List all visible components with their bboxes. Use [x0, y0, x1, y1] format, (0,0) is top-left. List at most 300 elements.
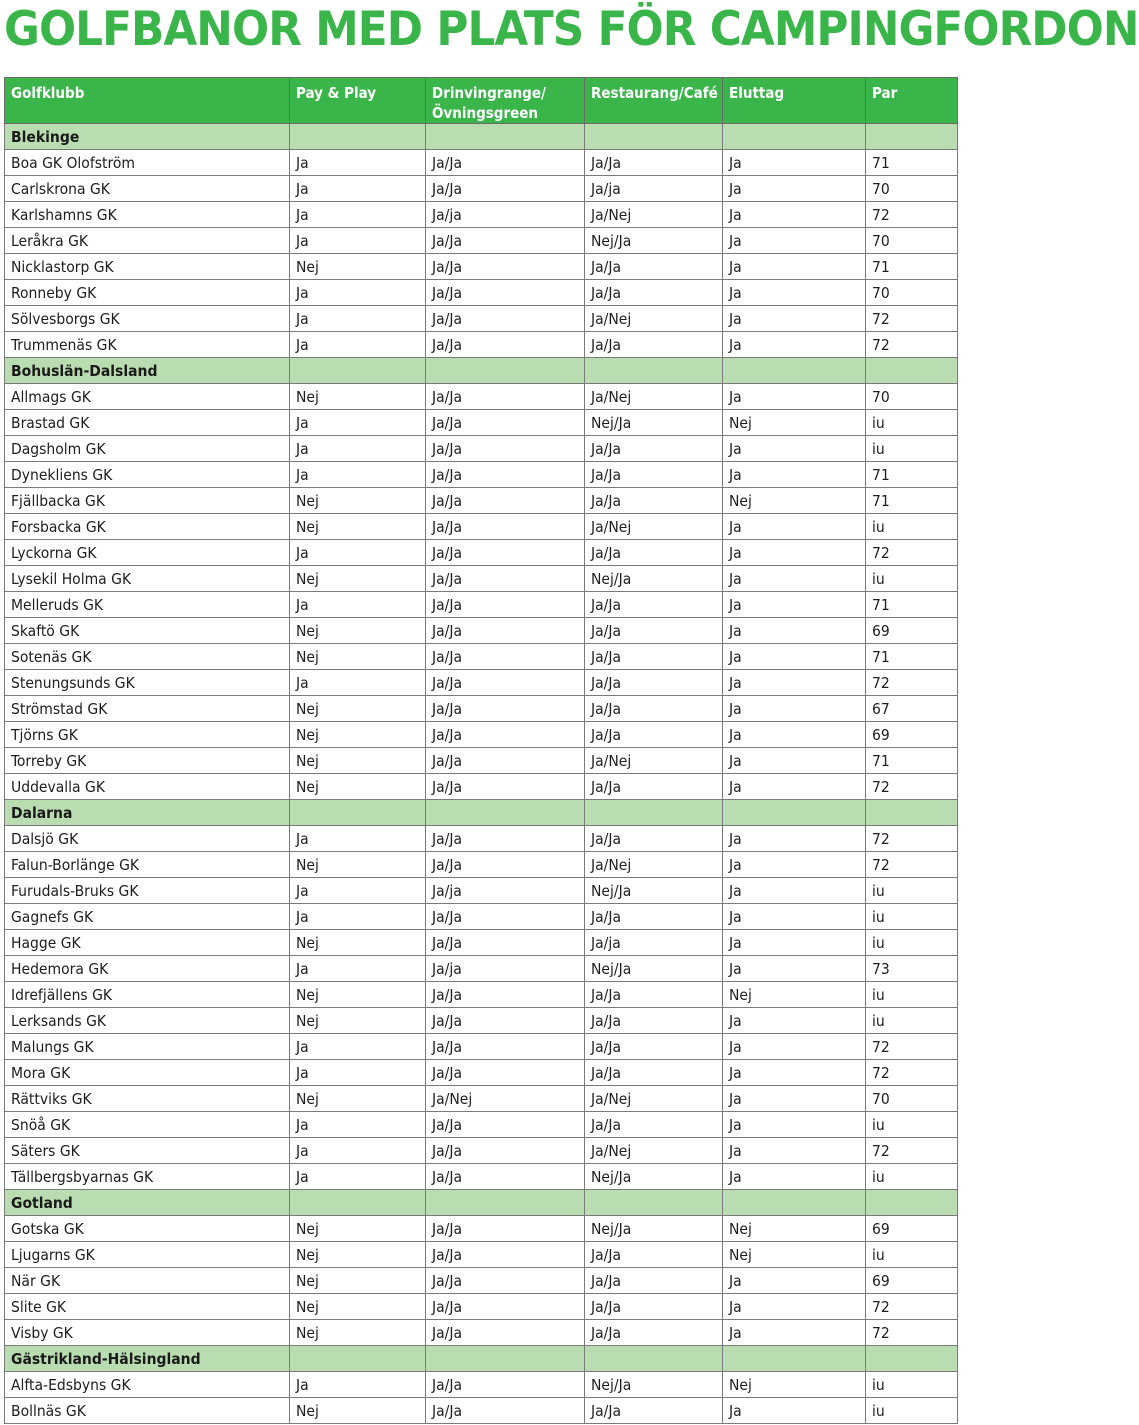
region-empty-cell — [723, 1346, 866, 1372]
cell-golfklubb: Dynekliens GK — [5, 462, 290, 488]
table-row — [5, 618, 958, 644]
cell-golfklubb: Snöå GK — [5, 1112, 290, 1138]
cell-pay-and-play: Ja — [290, 1060, 426, 1086]
cell-pay-and-play: Ja — [290, 436, 426, 462]
cell-golfklubb: Leråkra GK — [5, 228, 290, 254]
table-row — [5, 1138, 958, 1164]
cell-par: 72 — [866, 826, 958, 852]
cell-restaurang: Ja/Nej — [585, 202, 723, 228]
cell-driving-range: Ja/Ja — [426, 722, 585, 748]
cell-golfklubb: Furudals-Bruks GK — [5, 878, 290, 904]
cell-golfklubb: Lyckorna GK — [5, 540, 290, 566]
cell-golfklubb: Hagge GK — [5, 930, 290, 956]
region-row — [5, 800, 958, 826]
cell-eluttag: Ja — [723, 930, 866, 956]
table-row — [5, 592, 958, 618]
cell-par: 69 — [866, 1216, 958, 1242]
cell-par: iu — [866, 514, 958, 540]
region-empty-cell — [585, 1190, 723, 1216]
cell-pay-and-play: Nej — [290, 852, 426, 878]
region-empty-cell — [866, 124, 958, 150]
table-row — [5, 826, 958, 852]
region-empty-cell — [866, 358, 958, 384]
header-pay-and-play: Pay & Play — [290, 78, 426, 124]
cell-golfklubb: Dagsholm GK — [5, 436, 290, 462]
cell-par: 72 — [866, 774, 958, 800]
cell-par: iu — [866, 930, 958, 956]
cell-driving-range: Ja/Ja — [426, 1008, 585, 1034]
cell-driving-range: Ja/Ja — [426, 1060, 585, 1086]
cell-golfklubb: Skaftö GK — [5, 618, 290, 644]
cell-par: 72 — [866, 1034, 958, 1060]
cell-pay-and-play: Nej — [290, 930, 426, 956]
cell-restaurang: Ja/Ja — [585, 1268, 723, 1294]
cell-driving-range: Ja/Ja — [426, 826, 585, 852]
cell-pay-and-play: Ja — [290, 410, 426, 436]
cell-restaurang: Ja/Nej — [585, 384, 723, 410]
cell-eluttag: Ja — [723, 1086, 866, 1112]
region-empty-cell — [866, 1346, 958, 1372]
cell-pay-and-play: Ja — [290, 202, 426, 228]
cell-par: 72 — [866, 202, 958, 228]
table-row — [5, 254, 958, 280]
cell-par: 70 — [866, 1086, 958, 1112]
cell-golfklubb: Brastad GK — [5, 410, 290, 436]
table-row — [5, 1216, 958, 1242]
cell-pay-and-play: Nej — [290, 488, 426, 514]
cell-driving-range: Ja/Ja — [426, 410, 585, 436]
cell-golfklubb: Uddevalla GK — [5, 774, 290, 800]
cell-eluttag: Ja — [723, 540, 866, 566]
cell-eluttag: Ja — [723, 1268, 866, 1294]
cell-pay-and-play: Ja — [290, 1372, 426, 1398]
table-row — [5, 150, 958, 176]
cell-par: iu — [866, 436, 958, 462]
cell-eluttag: Nej — [723, 1242, 866, 1268]
cell-driving-range: Ja/Ja — [426, 618, 585, 644]
cell-eluttag: Ja — [723, 150, 866, 176]
table-row — [5, 436, 958, 462]
cell-driving-range: Ja/Ja — [426, 696, 585, 722]
cell-eluttag: Ja — [723, 1138, 866, 1164]
cell-eluttag: Ja — [723, 436, 866, 462]
cell-golfklubb: Mora GK — [5, 1060, 290, 1086]
cell-pay-and-play: Ja — [290, 306, 426, 332]
region-empty-cell — [290, 358, 426, 384]
cell-golfklubb: Fjällbacka GK — [5, 488, 290, 514]
region-empty-cell — [723, 800, 866, 826]
cell-eluttag: Ja — [723, 254, 866, 280]
table-row — [5, 852, 958, 878]
cell-pay-and-play: Ja — [290, 332, 426, 358]
cell-golfklubb: När GK — [5, 1268, 290, 1294]
cell-eluttag: Ja — [723, 852, 866, 878]
cell-restaurang: Ja/Ja — [585, 722, 723, 748]
region-empty-cell — [585, 124, 723, 150]
cell-pay-and-play: Ja — [290, 462, 426, 488]
cell-pay-and-play: Nej — [290, 1398, 426, 1424]
cell-eluttag: Ja — [723, 1398, 866, 1424]
cell-golfklubb: Ronneby GK — [5, 280, 290, 306]
table-row — [5, 488, 958, 514]
cell-pay-and-play: Nej — [290, 748, 426, 774]
cell-par: 71 — [866, 488, 958, 514]
cell-driving-range: Ja/Ja — [426, 670, 585, 696]
cell-eluttag: Nej — [723, 1216, 866, 1242]
cell-golfklubb: Stenungsunds GK — [5, 670, 290, 696]
page-title: GOLFBANOR MED PLATS FÖR CAMPINGFORDON — [4, 2, 1139, 57]
cell-eluttag: Ja — [723, 566, 866, 592]
region-row — [5, 358, 958, 384]
cell-driving-range: Ja/Ja — [426, 306, 585, 332]
cell-driving-range: Ja/Ja — [426, 930, 585, 956]
cell-eluttag: Nej — [723, 1372, 866, 1398]
cell-pay-and-play: Ja — [290, 1034, 426, 1060]
table-row — [5, 1268, 958, 1294]
region-name: Gotland — [5, 1190, 290, 1216]
cell-par: 71 — [866, 592, 958, 618]
cell-eluttag: Ja — [723, 722, 866, 748]
cell-pay-and-play: Nej — [290, 1268, 426, 1294]
region-row — [5, 124, 958, 150]
cell-pay-and-play: Ja — [290, 1138, 426, 1164]
region-name: Blekinge — [5, 124, 290, 150]
cell-restaurang: Ja/Ja — [585, 904, 723, 930]
table-row — [5, 774, 958, 800]
cell-eluttag: Ja — [723, 462, 866, 488]
cell-driving-range: Ja/Ja — [426, 332, 585, 358]
cell-eluttag: Ja — [723, 514, 866, 540]
cell-eluttag: Ja — [723, 1112, 866, 1138]
cell-golfklubb: Forsbacka GK — [5, 514, 290, 540]
cell-restaurang: Ja/Ja — [585, 1320, 723, 1346]
cell-golfklubb: Gagnefs GK — [5, 904, 290, 930]
cell-eluttag: Ja — [723, 904, 866, 930]
cell-restaurang: Nej/Ja — [585, 878, 723, 904]
cell-par: 71 — [866, 150, 958, 176]
header-par: Par — [866, 78, 958, 124]
cell-eluttag: Ja — [723, 826, 866, 852]
region-empty-cell — [585, 1346, 723, 1372]
cell-restaurang: Ja/Ja — [585, 696, 723, 722]
cell-pay-and-play: Ja — [290, 1164, 426, 1190]
region-empty-cell — [866, 1190, 958, 1216]
cell-par: iu — [866, 1008, 958, 1034]
table-row — [5, 306, 958, 332]
cell-golfklubb: Bollnäs GK — [5, 1398, 290, 1424]
cell-par: 73 — [866, 956, 958, 982]
table-row — [5, 644, 958, 670]
cell-pay-and-play: Nej — [290, 1294, 426, 1320]
cell-driving-range: Ja/Ja — [426, 1216, 585, 1242]
cell-par: 72 — [866, 1060, 958, 1086]
table-row — [5, 670, 958, 696]
cell-golfklubb: Lysekil Holma GK — [5, 566, 290, 592]
cell-eluttag: Ja — [723, 1034, 866, 1060]
cell-par: 70 — [866, 228, 958, 254]
cell-restaurang: Ja/Ja — [585, 982, 723, 1008]
cell-golfklubb: Nicklastorp GK — [5, 254, 290, 280]
cell-par: 72 — [866, 852, 958, 878]
table-row — [5, 878, 958, 904]
cell-driving-range: Ja/Ja — [426, 748, 585, 774]
region-empty-cell — [290, 124, 426, 150]
cell-par: 72 — [866, 1294, 958, 1320]
table-row — [5, 280, 958, 306]
cell-par: iu — [866, 1164, 958, 1190]
cell-golfklubb: Carlskrona GK — [5, 176, 290, 202]
cell-golfklubb: Tällbergsbyarnas GK — [5, 1164, 290, 1190]
cell-eluttag: Ja — [723, 228, 866, 254]
cell-par: iu — [866, 1242, 958, 1268]
cell-restaurang: Ja/Ja — [585, 332, 723, 358]
table-row — [5, 384, 958, 410]
cell-par: 69 — [866, 1268, 958, 1294]
cell-driving-range: Ja/Ja — [426, 254, 585, 280]
cell-driving-range: Ja/Ja — [426, 228, 585, 254]
region-name: Dalarna — [5, 800, 290, 826]
table-row — [5, 1112, 958, 1138]
cell-driving-range: Ja/ja — [426, 202, 585, 228]
cell-eluttag: Nej — [723, 488, 866, 514]
cell-driving-range: Ja/Ja — [426, 150, 585, 176]
header-eluttag: Eluttag — [723, 78, 866, 124]
cell-driving-range: Ja/Ja — [426, 1138, 585, 1164]
cell-golfklubb: Sotenäs GK — [5, 644, 290, 670]
cell-par: 71 — [866, 748, 958, 774]
cell-golfklubb: Trummenäs GK — [5, 332, 290, 358]
cell-par: 70 — [866, 280, 958, 306]
table-row — [5, 514, 958, 540]
cell-restaurang: Ja/Ja — [585, 618, 723, 644]
cell-golfklubb: Falun-Borlänge GK — [5, 852, 290, 878]
cell-golfklubb: Lerksands GK — [5, 1008, 290, 1034]
cell-restaurang: Ja/Ja — [585, 280, 723, 306]
table-row — [5, 930, 958, 956]
table-row — [5, 956, 958, 982]
table-row — [5, 228, 958, 254]
cell-restaurang: Ja/ja — [585, 930, 723, 956]
cell-driving-range: Ja/Ja — [426, 462, 585, 488]
cell-par: 67 — [866, 696, 958, 722]
cell-golfklubb: Karlshamns GK — [5, 202, 290, 228]
cell-par: 72 — [866, 1320, 958, 1346]
table-row — [5, 696, 958, 722]
region-empty-cell — [426, 1190, 585, 1216]
table-row — [5, 1398, 958, 1424]
cell-par: 69 — [866, 618, 958, 644]
cell-golfklubb: Torreby GK — [5, 748, 290, 774]
cell-par: iu — [866, 566, 958, 592]
cell-restaurang: Ja/ja — [585, 176, 723, 202]
cell-pay-and-play: Ja — [290, 878, 426, 904]
cell-eluttag: Ja — [723, 1060, 866, 1086]
cell-golfklubb: Tjörns GK — [5, 722, 290, 748]
cell-driving-range: Ja/Ja — [426, 1398, 585, 1424]
cell-driving-range: Ja/Ja — [426, 774, 585, 800]
cell-restaurang: Ja/Nej — [585, 852, 723, 878]
cell-restaurang: Ja/Ja — [585, 826, 723, 852]
cell-pay-and-play: Ja — [290, 956, 426, 982]
cell-pay-and-play: Nej — [290, 696, 426, 722]
cell-eluttag: Ja — [723, 176, 866, 202]
region-row — [5, 1346, 958, 1372]
cell-golfklubb: Sölvesborgs GK — [5, 306, 290, 332]
cell-driving-range: Ja/Ja — [426, 488, 585, 514]
cell-par: iu — [866, 1112, 958, 1138]
region-empty-cell — [866, 800, 958, 826]
cell-pay-and-play: Ja — [290, 280, 426, 306]
table-row — [5, 982, 958, 1008]
cell-golfklubb: Allmags GK — [5, 384, 290, 410]
cell-pay-and-play: Ja — [290, 176, 426, 202]
cell-pay-and-play: Ja — [290, 670, 426, 696]
cell-eluttag: Ja — [723, 1164, 866, 1190]
cell-pay-and-play: Nej — [290, 1086, 426, 1112]
cell-driving-range: Ja/ja — [426, 956, 585, 982]
cell-pay-and-play: Ja — [290, 826, 426, 852]
cell-golfklubb: Strömstad GK — [5, 696, 290, 722]
cell-golfklubb: Dalsjö GK — [5, 826, 290, 852]
cell-eluttag: Ja — [723, 878, 866, 904]
cell-eluttag: Ja — [723, 1320, 866, 1346]
region-name: Gästrikland-Hälsingland — [5, 1346, 290, 1372]
cell-restaurang: Ja/Nej — [585, 306, 723, 332]
cell-golfklubb: Slite GK — [5, 1294, 290, 1320]
cell-pay-and-play: Nej — [290, 1008, 426, 1034]
region-empty-cell — [290, 800, 426, 826]
region-row — [5, 1190, 958, 1216]
cell-eluttag: Ja — [723, 696, 866, 722]
table-row — [5, 202, 958, 228]
table-row — [5, 748, 958, 774]
cell-eluttag: Ja — [723, 644, 866, 670]
cell-par: iu — [866, 982, 958, 1008]
region-empty-cell — [426, 800, 585, 826]
region-empty-cell — [426, 124, 585, 150]
header-golfklubb: Golfklubb — [5, 78, 290, 124]
cell-golfklubb: Visby GK — [5, 1320, 290, 1346]
cell-golfklubb: Ljugarns GK — [5, 1242, 290, 1268]
table-row — [5, 904, 958, 930]
cell-driving-range: Ja/Ja — [426, 1320, 585, 1346]
cell-restaurang: Ja/Nej — [585, 748, 723, 774]
cell-driving-range: Ja/Ja — [426, 1242, 585, 1268]
region-empty-cell — [290, 1346, 426, 1372]
cell-par: 72 — [866, 670, 958, 696]
cell-driving-range: Ja/Ja — [426, 514, 585, 540]
cell-pay-and-play: Nej — [290, 644, 426, 670]
cell-par: 72 — [866, 332, 958, 358]
cell-restaurang: Nej/Ja — [585, 1164, 723, 1190]
cell-pay-and-play: Nej — [290, 514, 426, 540]
cell-driving-range: Ja/Nej — [426, 1086, 585, 1112]
region-empty-cell — [290, 1190, 426, 1216]
cell-restaurang: Ja/Ja — [585, 254, 723, 280]
cell-par: iu — [866, 904, 958, 930]
cell-eluttag: Ja — [723, 618, 866, 644]
region-empty-cell — [723, 124, 866, 150]
cell-golfklubb: Idrefjällens GK — [5, 982, 290, 1008]
cell-pay-and-play: Nej — [290, 1216, 426, 1242]
cell-pay-and-play: Nej — [290, 1242, 426, 1268]
table-row — [5, 1008, 958, 1034]
cell-restaurang: Ja/Ja — [585, 1242, 723, 1268]
table-row — [5, 1294, 958, 1320]
cell-restaurang: Ja/Ja — [585, 150, 723, 176]
cell-driving-range: Ja/Ja — [426, 1294, 585, 1320]
cell-eluttag: Ja — [723, 1294, 866, 1320]
cell-pay-and-play: Nej — [290, 722, 426, 748]
cell-restaurang: Nej/Ja — [585, 956, 723, 982]
cell-driving-range: Ja/Ja — [426, 1164, 585, 1190]
table-row — [5, 1320, 958, 1346]
region-empty-cell — [585, 800, 723, 826]
cell-restaurang: Ja/Ja — [585, 1034, 723, 1060]
cell-eluttag: Ja — [723, 384, 866, 410]
cell-driving-range: Ja/Ja — [426, 540, 585, 566]
cell-golfklubb: Gotska GK — [5, 1216, 290, 1242]
table-row — [5, 722, 958, 748]
cell-golfklubb: Melleruds GK — [5, 592, 290, 618]
cell-restaurang: Ja/Nej — [585, 514, 723, 540]
cell-restaurang: Ja/Ja — [585, 1060, 723, 1086]
table-row — [5, 410, 958, 436]
region-empty-cell — [426, 1346, 585, 1372]
cell-driving-range: Ja/Ja — [426, 982, 585, 1008]
cell-golfklubb: Boa GK Olofström — [5, 150, 290, 176]
table-row — [5, 566, 958, 592]
cell-driving-range: Ja/Ja — [426, 436, 585, 462]
table-row — [5, 1034, 958, 1060]
cell-restaurang: Ja/Ja — [585, 488, 723, 514]
cell-restaurang: Ja/Ja — [585, 670, 723, 696]
cell-driving-range: Ja/Ja — [426, 176, 585, 202]
region-name: Bohuslän-Dalsland — [5, 358, 290, 384]
cell-restaurang: Ja/Ja — [585, 1294, 723, 1320]
cell-par: 72 — [866, 306, 958, 332]
table-row — [5, 1372, 958, 1398]
cell-restaurang: Ja/Ja — [585, 592, 723, 618]
cell-par: 69 — [866, 722, 958, 748]
cell-driving-range: Ja/Ja — [426, 1112, 585, 1138]
cell-eluttag: Ja — [723, 956, 866, 982]
cell-eluttag: Ja — [723, 280, 866, 306]
region-empty-cell — [585, 358, 723, 384]
cell-golfklubb: Rättviks GK — [5, 1086, 290, 1112]
cell-driving-range: Ja/Ja — [426, 1372, 585, 1398]
header-restaurang: Restaurang/Café — [585, 78, 723, 124]
region-empty-cell — [723, 1190, 866, 1216]
cell-eluttag: Ja — [723, 748, 866, 774]
cell-pay-and-play: Ja — [290, 592, 426, 618]
cell-golfklubb: Säters GK — [5, 1138, 290, 1164]
cell-pay-and-play: Nej — [290, 254, 426, 280]
cell-driving-range: Ja/Ja — [426, 384, 585, 410]
cell-restaurang: Nej/Ja — [585, 566, 723, 592]
region-empty-cell — [426, 358, 585, 384]
cell-par: iu — [866, 878, 958, 904]
cell-eluttag: Ja — [723, 332, 866, 358]
cell-driving-range: Ja/Ja — [426, 644, 585, 670]
cell-pay-and-play: Ja — [290, 1112, 426, 1138]
cell-restaurang: Ja/Ja — [585, 1008, 723, 1034]
table-row — [5, 540, 958, 566]
cell-pay-and-play: Nej — [290, 1320, 426, 1346]
cell-driving-range: Ja/Ja — [426, 566, 585, 592]
cell-restaurang: Nej/Ja — [585, 228, 723, 254]
cell-driving-range: Ja/Ja — [426, 592, 585, 618]
